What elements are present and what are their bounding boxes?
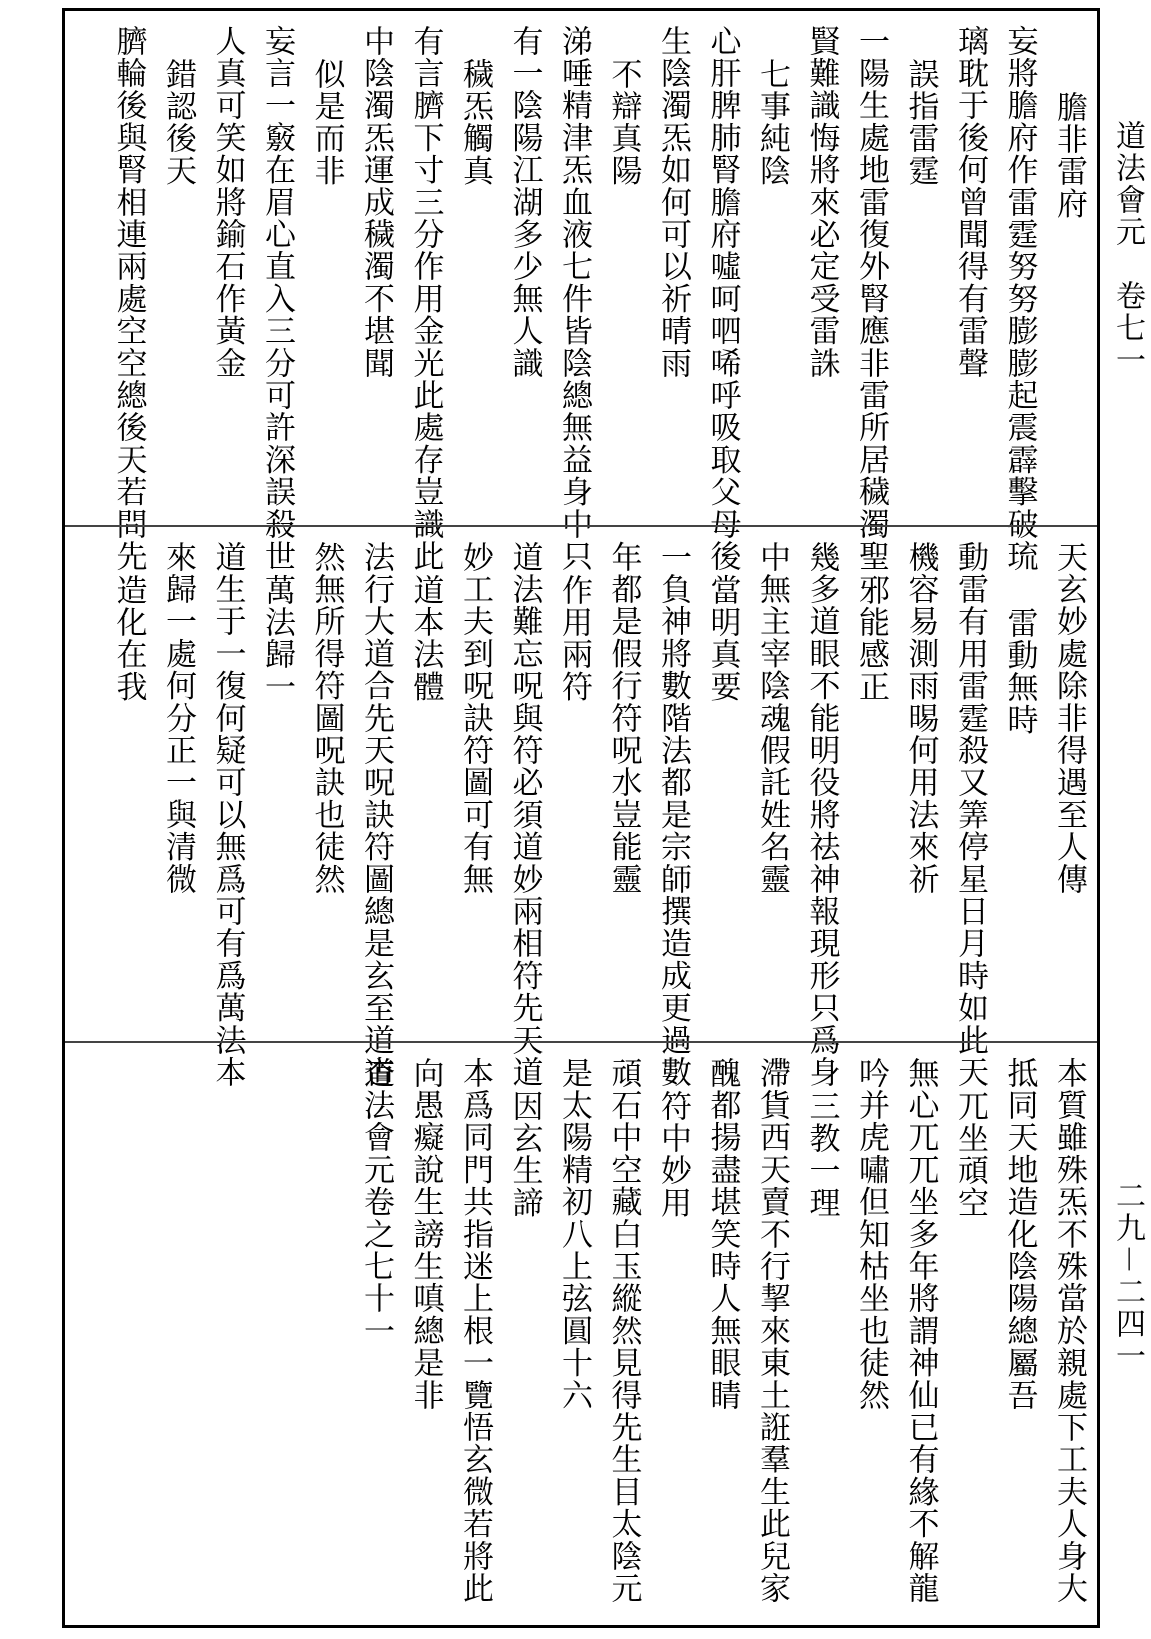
text-column: 道生于一復何疑可以無爲可有爲萬法本: [209, 541, 246, 1089]
text-frame: [62, 8, 1100, 1628]
text-column: 膽非雷府: [1051, 91, 1087, 220]
text-column: 道法難忘呪與符必須道妙兩相符先天道: [506, 541, 543, 1089]
text-column: 本爲同門共指迷上根一覽悟玄微若將此: [457, 1057, 493, 1605]
text-column: 人真可笑如將鍮石作黃金: [209, 25, 246, 380]
text-column: 生陰濁炁如何可以祈晴雨: [655, 25, 691, 380]
text-column: 中無主宰陰魂假託姓名靈: [754, 541, 790, 896]
text-column: 幾多道眼不能明役將祛神報現形只爲身: [803, 541, 840, 1089]
text-column: 有一陰陽江湖多少無人識: [506, 25, 543, 380]
text-column: 天玄妙處除非得遇至人傳: [1051, 541, 1087, 896]
text-column: 一陽生處地雷復外腎應非雷所居穢濁聖: [853, 25, 889, 573]
text-column: 造化在我: [110, 574, 147, 703]
text-column: 來歸一處何分正一與清微: [160, 541, 196, 896]
text-column: 道本法體: [407, 574, 444, 703]
text-column: 法行大道合先天呪訣符圖總是玄至道杳: [358, 541, 394, 1089]
register-middle: [65, 525, 1097, 1089]
page-number: 二九－二四一: [1110, 1180, 1145, 1372]
text-column: 頑石中空藏白玉縱然見得先生目太陰元: [605, 1057, 642, 1605]
text-column: 不辯真陽: [605, 58, 642, 187]
register-bottom: [65, 1041, 1097, 1625]
text-column: 涕唾精津炁血液七件皆陰總無益身中只: [556, 25, 592, 573]
text-column: 無心兀兀坐多年將謂神仙已有緣不解龍: [902, 1057, 939, 1605]
text-column: 妙工夫到呪訣符圖可有無: [457, 541, 493, 896]
text-column: 七事純陰: [754, 58, 790, 187]
text-column: 向愚癡說生謗生嗔總是非: [407, 1057, 444, 1412]
text-column: 妄將膽府作雷霆努努膨膨起震霹擊破琉: [1001, 25, 1038, 573]
text-column: 當明真要: [704, 574, 741, 703]
text-column: 三教一理: [803, 1090, 840, 1219]
text-column: 錯認後天: [160, 58, 196, 187]
text-column: 一負神將數階法都是宗師撰造成更過數: [655, 541, 691, 1089]
text-column: 動雷有用雷霆殺又筭停星日月時如此天: [952, 541, 988, 1089]
text-column: 醜都揚盡堪笑時人無眼睛: [704, 1057, 741, 1412]
text-column: 作用兩符: [556, 574, 592, 703]
text-column: 本質雖殊炁不殊當於親處下工夫人身大: [1051, 1057, 1087, 1605]
text-column: 是太陽精初八上弦圓十六: [556, 1057, 592, 1412]
text-column: 符中妙用: [655, 1090, 691, 1219]
text-column: 妄言一竅在眉心直入三分可許深誤殺世: [259, 25, 295, 573]
text-column: 穢炁觸真: [457, 58, 493, 187]
text-column: 兀坐頑空: [952, 1090, 988, 1219]
text-column: 道法會元卷之七十一: [358, 1057, 394, 1347]
text-column: 然無所得符圖呪訣也徒然: [308, 541, 345, 896]
text-column: 機容易測雨晹何用法來祈: [902, 541, 939, 896]
text-column: 中陰濁炁運成穢濁不堪聞: [358, 25, 394, 380]
text-column: 璃耽于後何曾聞得有雷聲: [952, 25, 988, 380]
text-column: 抵同天地造化陰陽總屬吾: [1001, 1057, 1038, 1412]
text-column: 賢難識悔將來必定受雷誅: [803, 25, 840, 380]
text-column: 邪能感正: [853, 574, 889, 703]
text-column: 誤指雷霆: [902, 58, 939, 187]
register-top: [65, 11, 1097, 573]
text-column: 似是而非: [308, 58, 345, 187]
text-column: 心肝脾肺腎膽府噓呵呬唏呼吸取父母後: [704, 25, 741, 573]
text-column: 有言臍下寸三分作用金光此處存豈識此: [407, 25, 444, 573]
text-column: 臍輪後與腎相連兩處空空總後天若問先: [110, 25, 147, 573]
volume-title: 道法會元 卷七一: [1110, 120, 1145, 376]
text-column: 年都是假行符呪水豈能靈: [605, 541, 642, 896]
text-column: 雷動無時: [1001, 607, 1038, 736]
text-column: 滯貨西天賣不行挈來東土誑羣生此兒家: [754, 1057, 790, 1605]
text-column: 吟并虎嘯但知枯坐也徒然: [853, 1057, 889, 1412]
text-column: 因玄生諦: [506, 1090, 543, 1219]
text-column: 萬法歸一: [259, 574, 295, 703]
